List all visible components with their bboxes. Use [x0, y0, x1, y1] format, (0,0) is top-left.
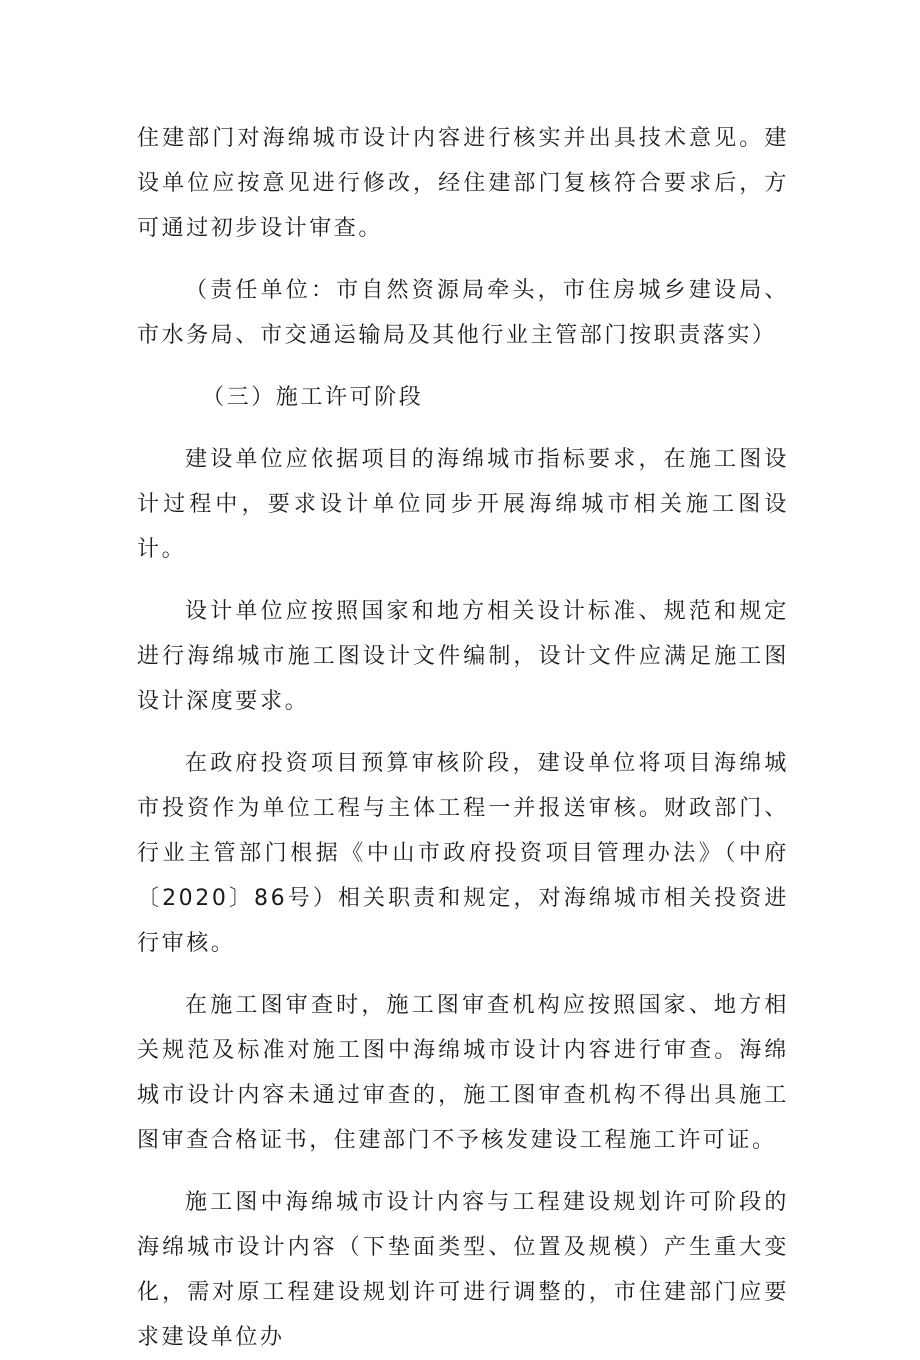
section-heading-construction-permit: （三）施工许可阶段 — [202, 385, 424, 410]
paragraph-continuation: 住建部门对海绵城市设计内容进行核实并出具技术意见。建设单位应按意见进行修改，经住建部门复核符合要求后，方可通过初步设计审查。 — [137, 126, 789, 241]
paragraph-construction-design: 建设单位应依据项目的海绵城市指标要求，在施工图设计过程中，要求设计单位同步开展海绵城市相关施工图设计。 — [137, 447, 789, 562]
paragraph-responsible-units: （责任单位：市自然资源局牵头，市住房城乡建设局、市水务局、市交通运输局及其他行业主管部门按职责落实） — [137, 278, 789, 348]
document-body — [137, 116, 789, 1360]
paragraph-drawing-review: 在施工图审查时，施工图审查机构应按照国家、地方相关规范及标准对施工图中海绵城市设计内容进行审查。海绵城市设计内容未通过审查的，施工图审查机构不得出具施工图审查合格证书，住建部门不予核发建设工程施工许可证。 — [137, 993, 789, 1153]
paragraph-budget-review: 在政府投资项目预算审核阶段，建设单位将项目海绵城市投资作为单位工程与主体工程一并报送审核。财政部门、行业主管部门根据《中山市政府投资项目管理办法》（中府〔2020〕86号）相关职责和规定，对海绵城市相关投资进行审核。 — [137, 751, 789, 956]
paragraph-design-unit: 设计单位应按照国家和地方相关设计标准、规范和规定进行海绵城市施工图设计文件编制，设计文件应满足施工图设计深度要求。 — [137, 599, 789, 714]
paragraph-design-change: 施工图中海绵城市设计内容与工程建设规划许可阶段的海绵城市设计内容（下垫面类型、位置及规模）产生重大变化，需对原工程建设规划许可进行调整的，市住建部门应要求建设单位办 — [137, 1190, 789, 1350]
